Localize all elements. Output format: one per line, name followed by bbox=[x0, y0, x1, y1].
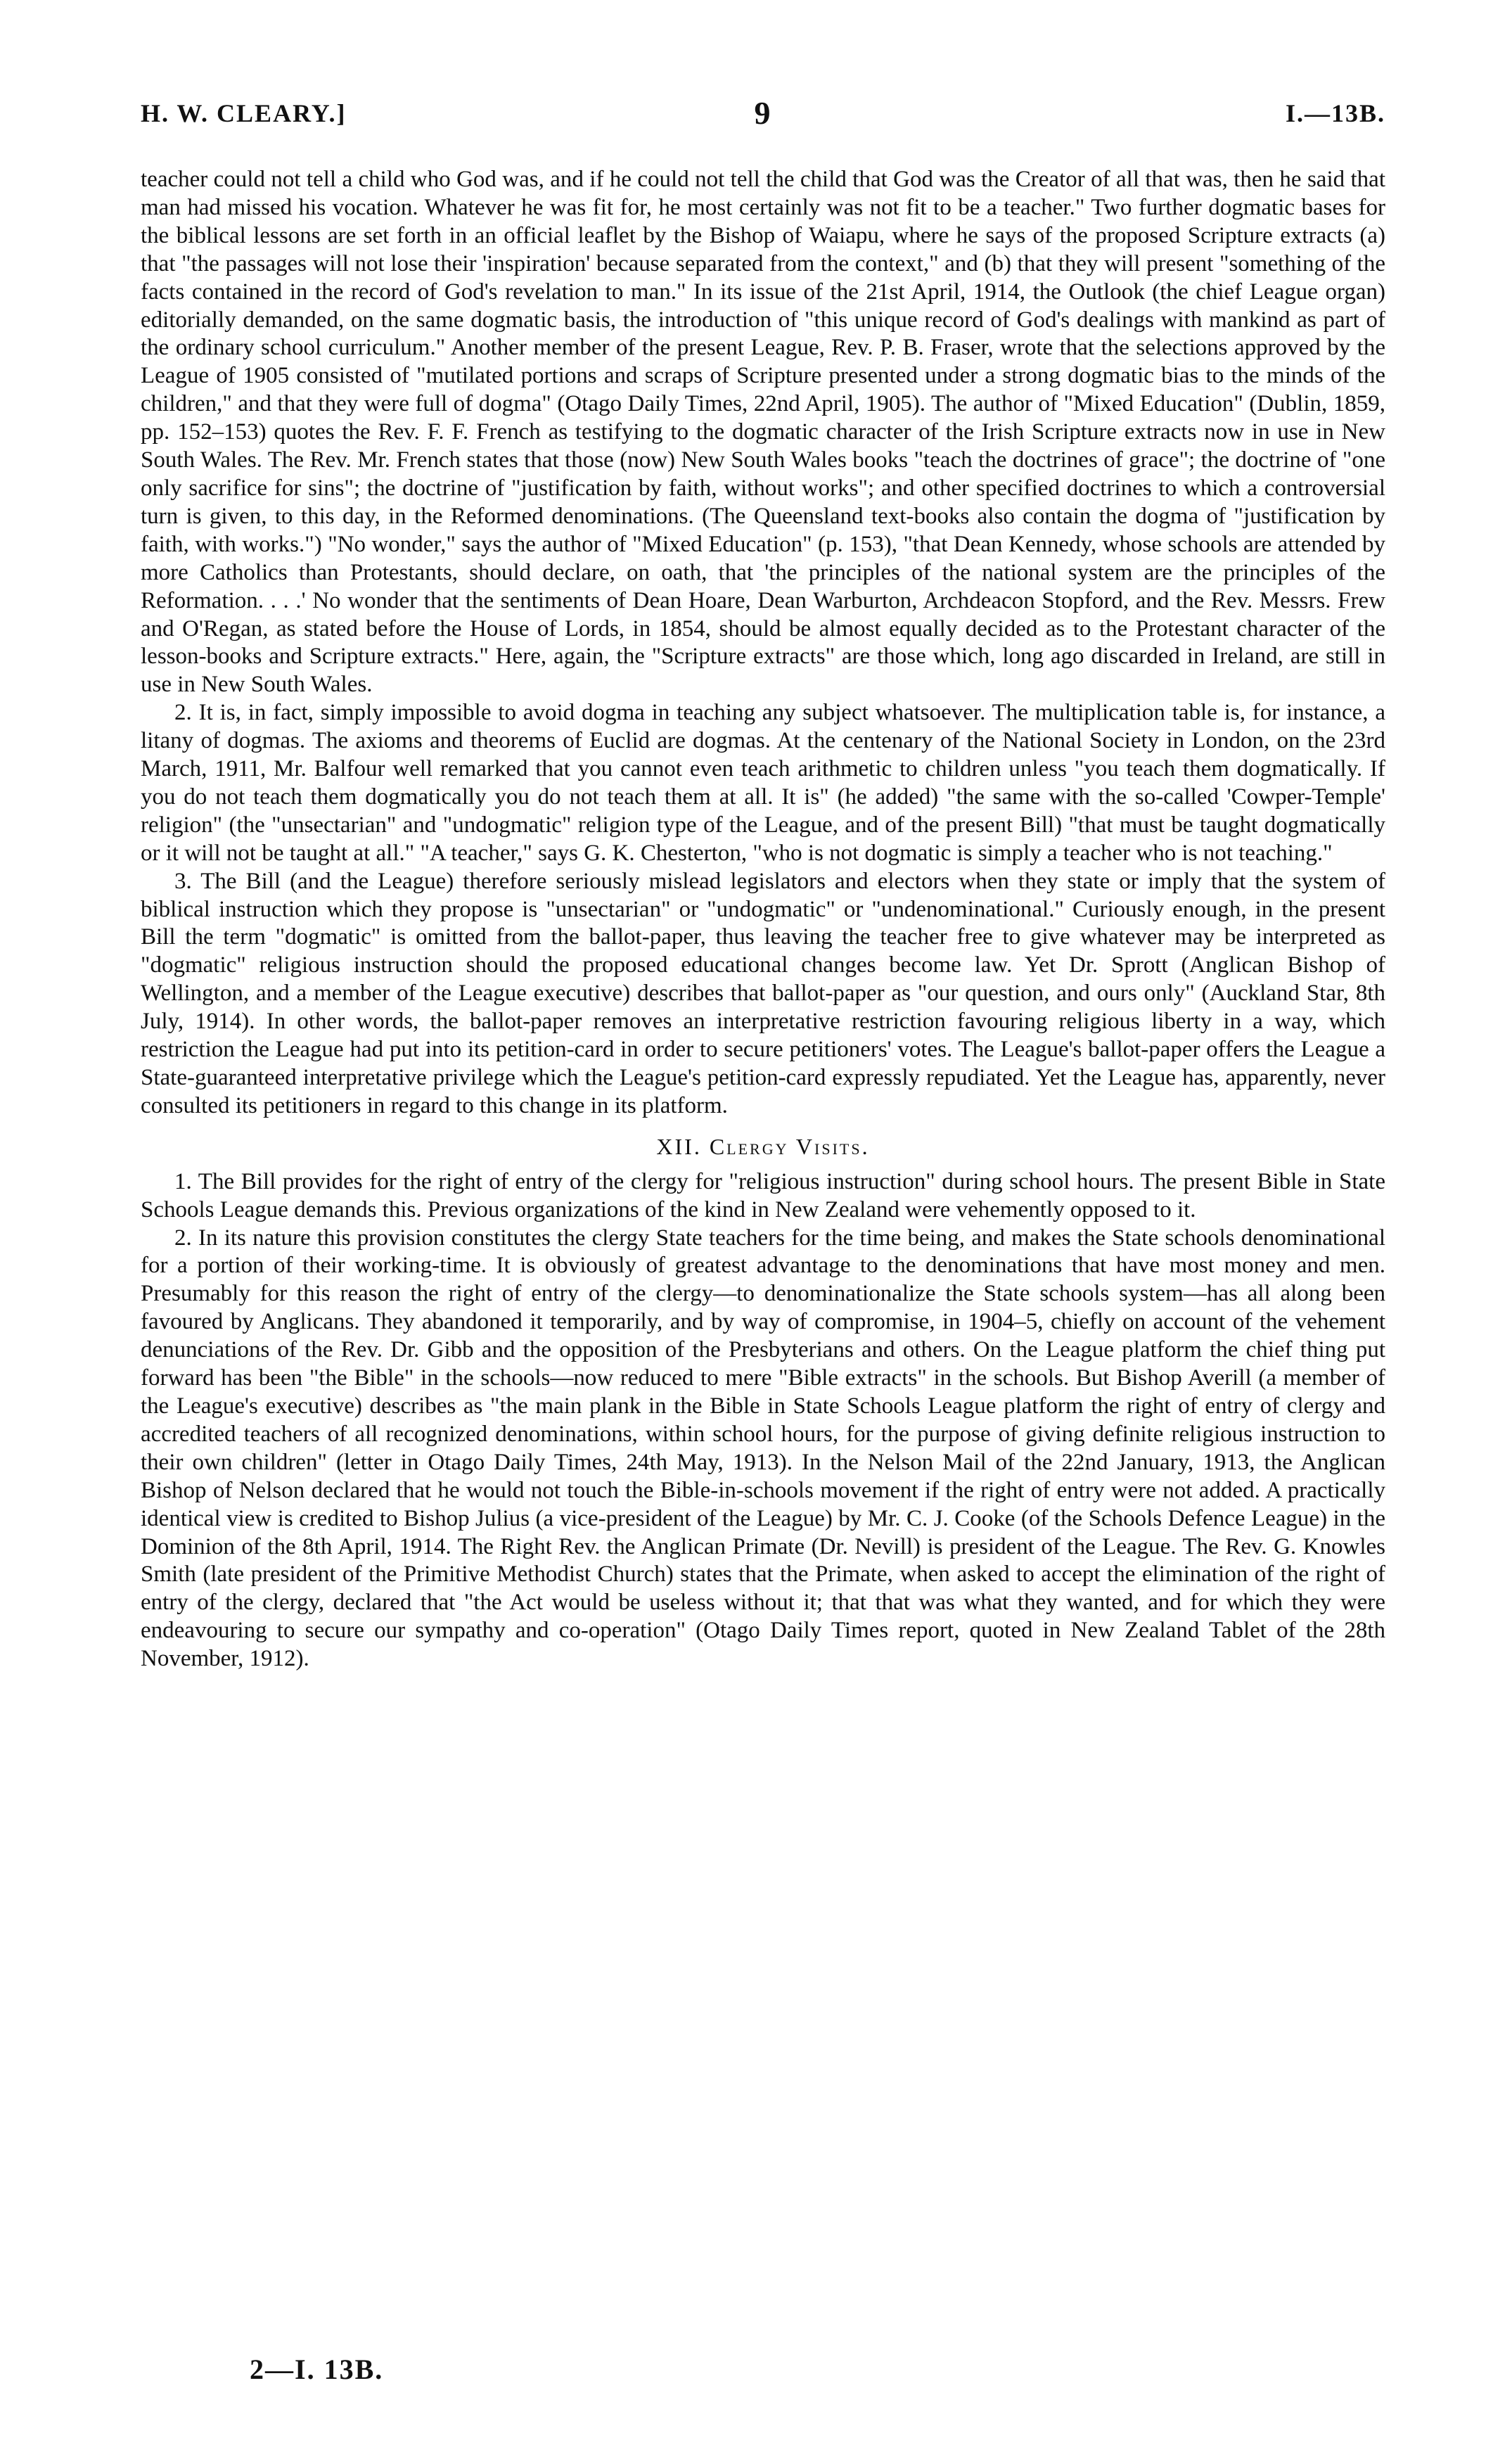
paragraph: 3. The Bill (and the League) therefore seriously mislead legislators and electors when they state or imply that the system of biblical instruction which they propose is "unsectarian" or "undogmatic" or "undenominational." Curiously enough, in the present Bill the term "dogmatic" is omitted from the ballot-paper, thus leaving the teacher free to give whatever may be interpreted as "dogmatic" religious instruction should the proposed educational changes become law. Yet Dr. Sprott (Anglican Bishop of Wellington, and a member of the League executive) describes that ballot-paper as "our question, and ours only" (Auckland Star, 8th July, 1914). In other words, the ballot-paper removes an interpretative restriction favouring religious liberty in a way, which restriction the League had put into its petition-card in order to secure petitioners' votes. The League's ballot-paper offers the League a State-guaranteed interpretative privilege which the League's petition-card expressly repudiated. Yet the League has, apparently, never consulted its petitioners in regard to this change in its platform. bbox=[141, 868, 1385, 1118]
page-number: 9 bbox=[754, 95, 772, 131]
paragraph: 1. The Bill provides for the right of entry of the clergy for "religious instruction" during school hours. The present Bible in State Schools League demands this. Previous organizations of the kind in New Zealand were vehemently opposed to it. bbox=[141, 1168, 1385, 1222]
header-author: H. W. CLEARY.] bbox=[141, 99, 347, 127]
body-text bbox=[141, 166, 1385, 1673]
paragraph: teacher could not tell a child who God was, and if he could not tell the child that God was the Creator of all that was, then he said that man had missed his vocation. Whatever he was fit for, he most certainly was not fit to be a teacher." Two further dogmatic bases for the biblical lessons are set forth in an official leaflet by the Bishop of Waiapu, where he says of the proposed Scripture extracts (a) that "the passages will not lose their 'inspiration' because separated from the context," and (b) that they will present "something of the facts contained in the record of God's revelation to man." In its issue of the 21st April, 1914, the Outlook (the chief League organ) editorially demanded, on the same dogmatic basis, the introduction of "this unique record of God's dealings with mankind as part of the ordinary school curriculum." Another member of the present League, Rev. P. B. Fraser, wrote that the selections approved by the League of 1905 consisted of "mutilated portions and scraps of Scripture presented under a strong dogmatic bias to the minds of the children," and that they were full of dogma" (Otago Daily Times, 22nd April, 1905). The author of "Mixed Education" (Dublin, 1859, pp. 152–153) quotes the Rev. F. F. French as testifying to the dogmatic character of the Irish Scripture extracts now in use in New South Wales. The Rev. Mr. French states that those (now) New South Wales books "teach the doctrines of grace"; the doctrine of "one only sacrifice for sins"; the doctrine of "justification by faith, without works"; and other specified doctrines to which a controversial turn is given, to this day, in the Reformed denominations. (The Queensland text-books also contain the dogma of "justification by faith, with works.") "No wonder," says the author of "Mixed Education" (p. 153), "that Dean Kennedy, whose schools are attended by more Catholics than Protestants, should declare, on oath, that 'the principles of the national system are the principles of the Reformation. . . .' No wonder that the sentiments of Dean Hoare, Dean Warburton, Archdeacon Stopford, and the Rev. Messrs. Frew and O'Regan, as stated before the House of Lords, in 1854, should be almost equally decided as to the Protestant character of the lesson-books and Scripture extracts." Here, again, the "Scripture extracts" are those which, long ago discarded in Ireland, are still in use in New South Wales. bbox=[141, 167, 1385, 698]
paragraph: 2. It is, in fact, simply impossible to avoid dogma in teaching any subject whatsoever. The multiplication table is, for instance, a litany of dogmas. The axioms and theorems of Euclid are dogmas. At the centenary of the National Society in London, on the 23rd March, 1911, Mr. Balfour well remarked that you cannot even teach arithmetic to children unless "you teach them dogmatically. If you do not teach them dogmatically you do not teach them at all. It is" (he added) "the same with the so-called 'Cowper-Temple' religion" (the "unsectarian" and "undogmatic" religion type of the League, and of the present Bill) "that must be taught dogmatically or it will not be taught at all." "A teacher," says G. K. Chesterton, "who is not dogmatic is simply a teacher who is not teaching." bbox=[141, 700, 1385, 866]
page-header bbox=[141, 95, 1385, 141]
section-heading: XII. Clergy Visits. bbox=[656, 1133, 870, 1159]
signature-mark: 2—I. 13B. bbox=[250, 2353, 384, 2385]
paragraph: 2. In its nature this provision constitutes the clergy State teachers for the time being, and makes the State schools denominational for a portion of their working-time. It is obviously of greatest advantage to the denominations that have most money and men. Presumably for this reason the right of entry of the clergy—to denominationalize the State schools system—has all along been favoured by Anglicans. They abandoned it temporarily, and by way of compromise, in 1904–5, chiefly on account of the vehement denunciations of the Rev. Dr. Gibb and the opposition of the Presbyterians and others. On the League platform the chief thing put forward has been "the Bible" in the schools—now reduced to mere "Bible extracts" in the schools. But Bishop Averill (a member of the League's executive) describes as "the main plank in the Bible in State Schools League platform the right of entry of clergy and accredited teachers of all recognized denominations, within school hours, for the purpose of giving definite religious instruction to their own children" (letter in Otago Daily Times, 24th May, 1913). In the Nelson Mail of the 22nd January, 1913, the Anglican Bishop of Nelson declared that he would not touch the Bible-in-schools movement if the right of entry were not added. A practically identical view is credited to Bishop Julius (a vice-president of the League) by Mr. C. J. Cooke (of the Schools Defence League) in the Dominion of the 8th April, 1914. The Right Rev. the Anglican Primate (Dr. Nevill) is president of the League. The Rev. G. Knowles Smith (late president of the Primitive Methodist Church) states that the Primate, when asked to accept the elimination of the right of entry of the clergy, declared that "the Act would be useless without it; that that was what they wanted, and for which they were endeavouring to secure our sympathy and co-operation" (Otago Daily Times report, quoted in New Zealand Tablet of the 28th November, 1912). bbox=[141, 1225, 1385, 1672]
header-reference: I.—13B. bbox=[1285, 99, 1385, 127]
